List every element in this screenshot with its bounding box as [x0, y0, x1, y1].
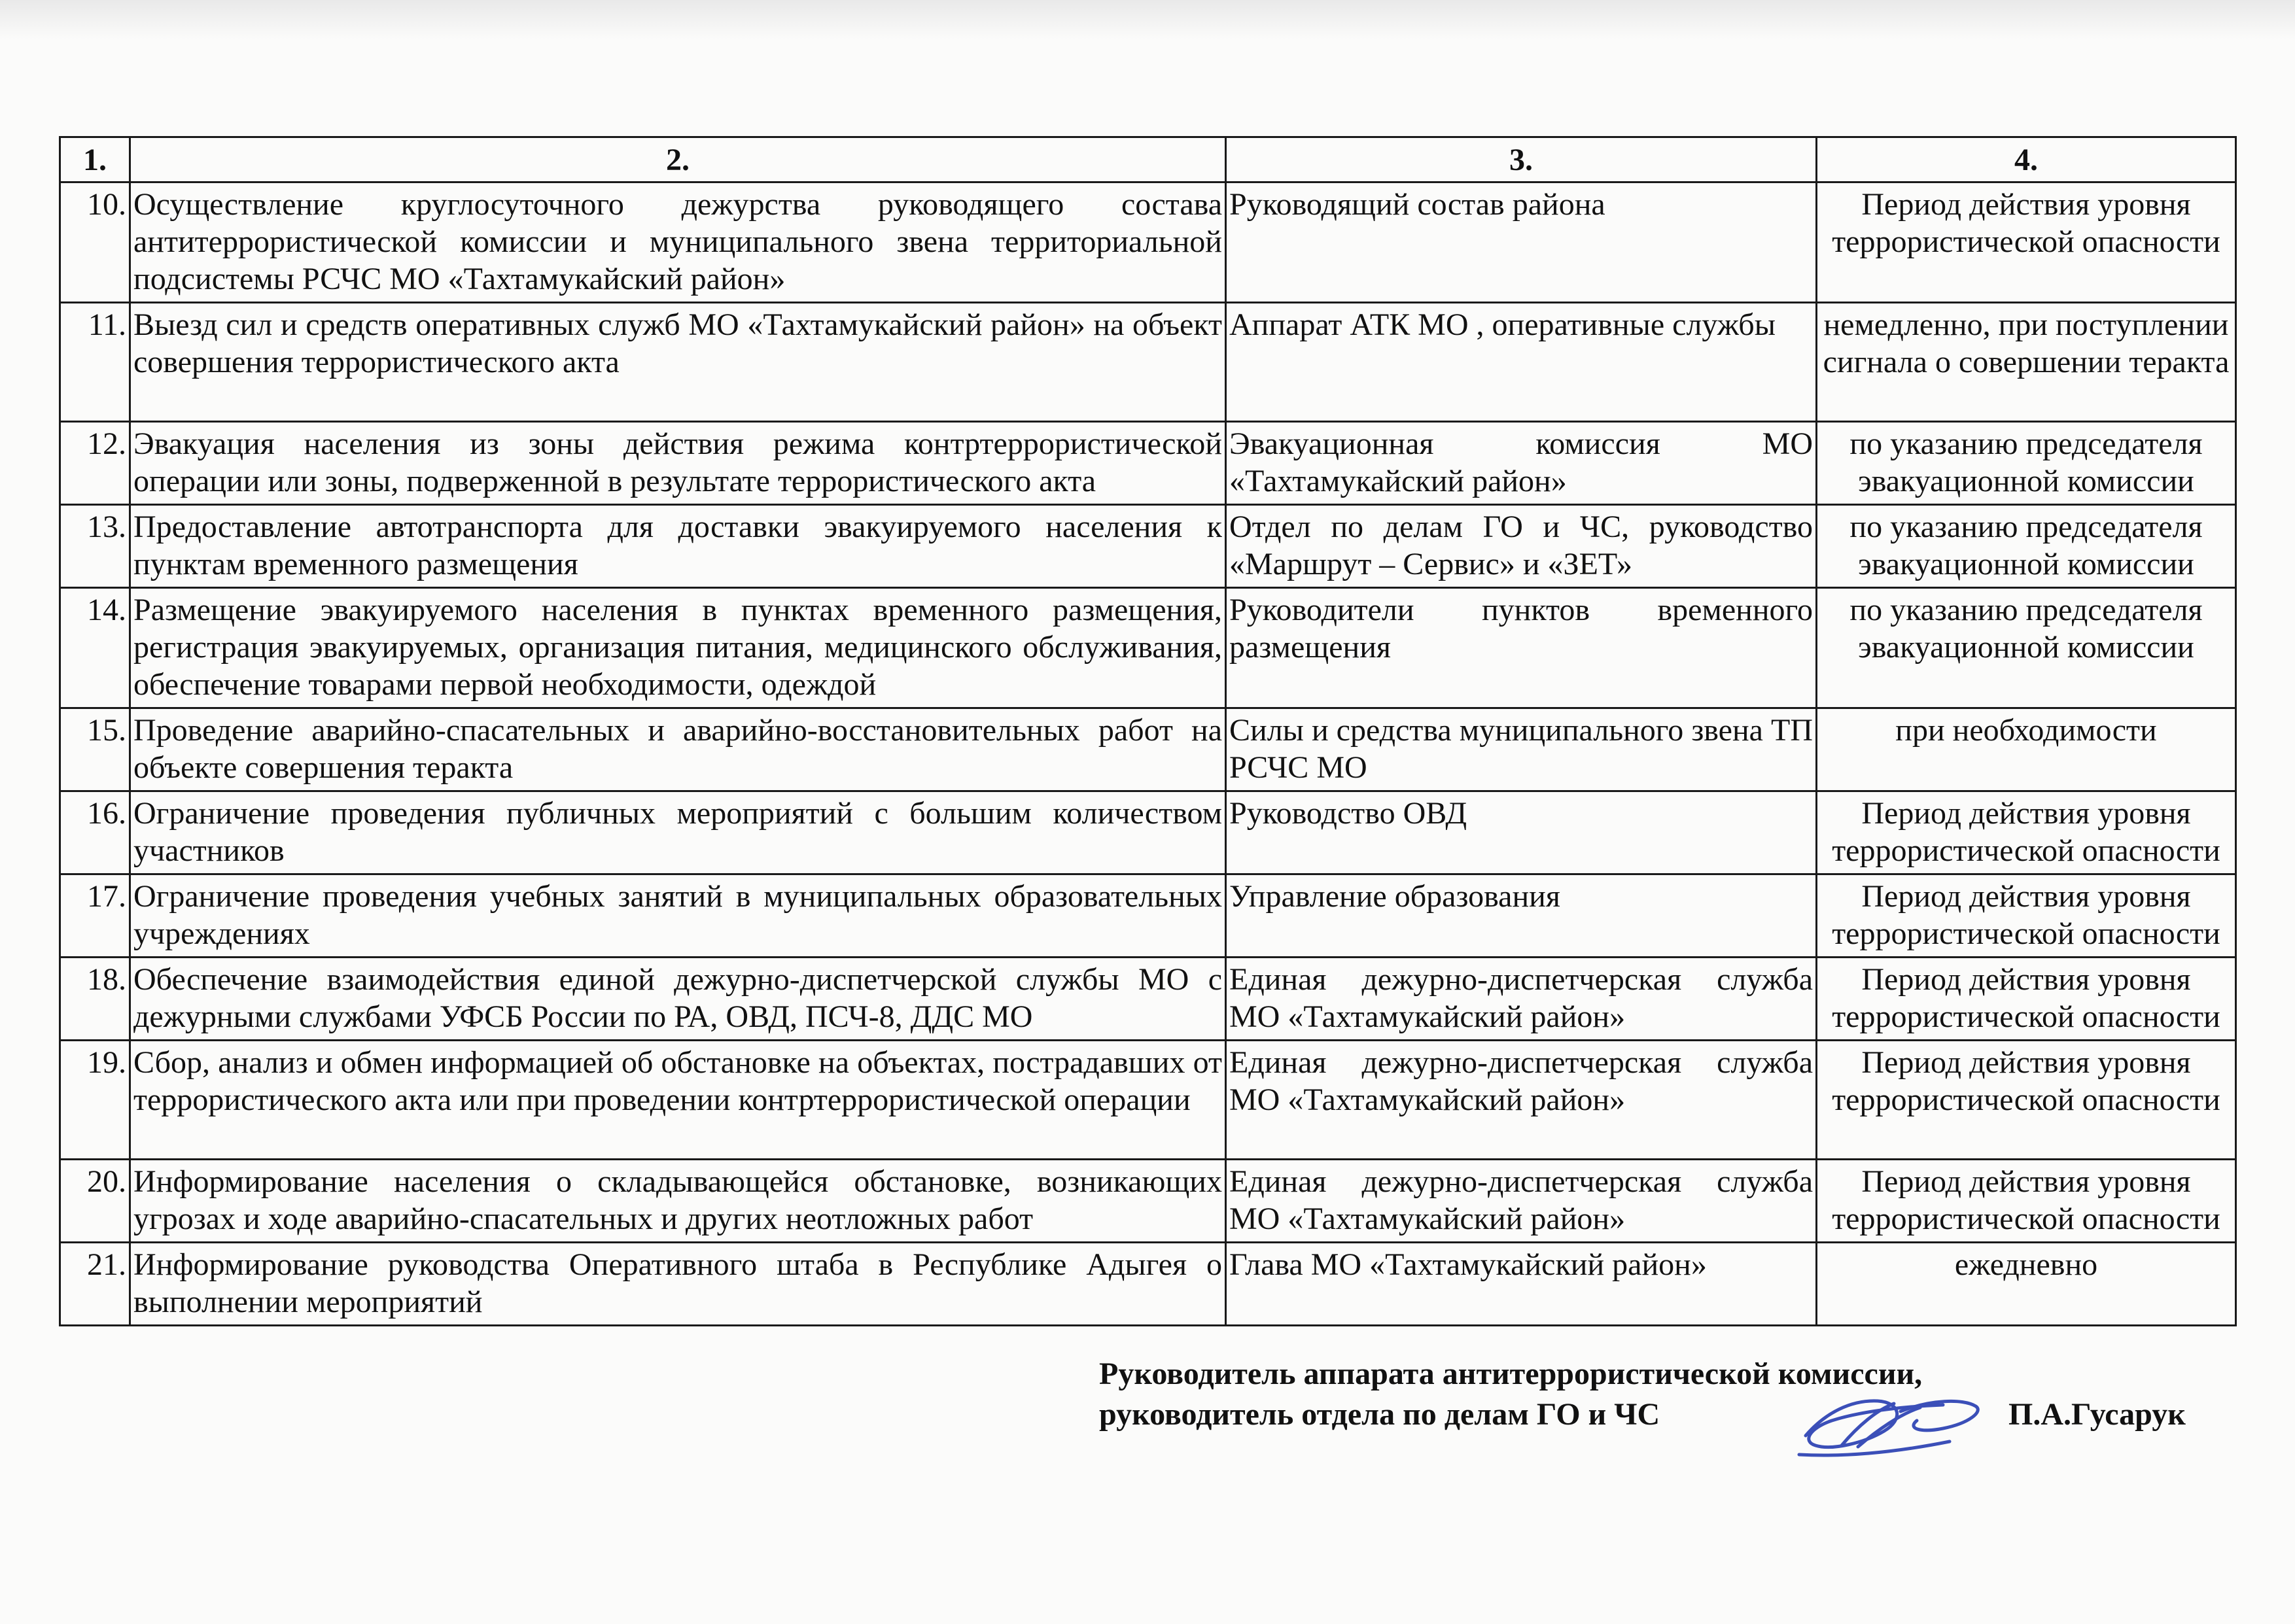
table-row — [60, 303, 2236, 422]
row-number: 15. — [60, 708, 130, 791]
row-number: 19. — [60, 1041, 130, 1160]
responsible-text: Руководство ОВД — [1226, 791, 1817, 874]
header-col-2: 2. — [130, 137, 1226, 182]
term-text: Период действия уровня террористической опасности — [1817, 1160, 2236, 1243]
responsible-text: Отдел по делам ГО и ЧС, руководство «Маршрут – Сервис» и «ЗЕТ» — [1226, 505, 1817, 588]
responsible-text: Аппарат АТК МО , оперативные службы — [1226, 303, 1817, 422]
measure-text: Осуществление круглосуточного дежурства руководящего состава антитеррористической комиссии и муниципального звена территориальной подсистемы РСЧС МО «Тахтамукайский район» — [130, 182, 1226, 303]
responsible-text: Единая дежурно-диспетчерская служба МО «Тахтамукайский район» — [1226, 1041, 1817, 1160]
measure-text: Сбор, анализ и обмен информацией об обстановке на объектах, пострадавших от террористического акта или при проведении контртеррористической операции — [130, 1041, 1226, 1160]
row-number: 16. — [60, 791, 130, 874]
row-number: 21. — [60, 1243, 130, 1326]
measure-text: Обеспечение взаимодействия единой дежурно-диспетчерской службы МО с дежурными службами УФСБ России по РА, ОВД, ПСЧ-8, ДДС МО — [130, 958, 1226, 1041]
row-number: 18. — [60, 958, 130, 1041]
term-text: Период действия уровня террористической опасности — [1817, 874, 2236, 958]
table-row — [60, 1160, 2236, 1243]
header-col-3: 3. — [1226, 137, 1817, 182]
row-number: 11. — [60, 303, 130, 422]
header-col-1: 1. — [60, 137, 130, 182]
measure-text: Эвакуация населения из зоны действия режима контртеррористической операции или зоны, подверженной в результате террористического акта — [130, 422, 1226, 505]
term-text: при необходимости — [1817, 708, 2236, 791]
measure-text: Информирование населения о складывающейся обстановке, возникающих угрозах и ходе аварийно-спасательных и других неотложных работ — [130, 1160, 1226, 1243]
scan-shadow — [0, 0, 2295, 39]
row-number: 12. — [60, 422, 130, 505]
responsible-text: Глава МО «Тахтамукайский район» — [1226, 1243, 1817, 1326]
table-row — [60, 588, 2236, 708]
responsible-text: Эвакуационная комиссия МО «Тахтамукайский район» — [1226, 422, 1817, 505]
term-text: немедленно, при поступлении сигнала о совершении теракта — [1817, 303, 2236, 422]
table-row — [60, 958, 2236, 1041]
signatory-position-line-1: Руководитель аппарата антитеррористической комиссии, — [1099, 1356, 1923, 1391]
responsible-text: Силы и средства муниципального звена ТП РСЧС МО — [1226, 708, 1817, 791]
responsible-text: Единая дежурно-диспетчерская служба МО «Тахтамукайский район» — [1226, 1160, 1817, 1243]
table-header-row — [60, 137, 2236, 182]
row-number: 20. — [60, 1160, 130, 1243]
term-text: Период действия уровня террористической опасности — [1817, 182, 2236, 303]
table-row — [60, 1243, 2236, 1326]
table-row — [60, 791, 2236, 874]
measure-text: Информирование руководства Оперативного штаба в Республике Адыгея о выполнении мероприятий — [130, 1243, 1226, 1326]
term-text: по указанию председателя эвакуационной комиссии — [1817, 505, 2236, 588]
responsible-text: Управление образования — [1226, 874, 1817, 958]
measure-text: Ограничение проведения учебных занятий в муниципальных образовательных учреждениях — [130, 874, 1226, 958]
row-number: 13. — [60, 505, 130, 588]
term-text: Период действия уровня террористической опасности — [1817, 958, 2236, 1041]
responsible-text: Руководящий состав района — [1226, 182, 1817, 303]
table-row — [60, 708, 2236, 791]
table-row — [60, 182, 2236, 303]
measures-table — [59, 136, 2237, 1326]
table-row — [60, 874, 2236, 958]
table-row — [60, 1041, 2236, 1160]
row-number: 17. — [60, 874, 130, 958]
responsible-text: Руководители пунктов временного размещения — [1226, 588, 1817, 708]
measure-text: Предоставление автотранспорта для доставки эвакуируемого населения к пунктам временного размещения — [130, 505, 1226, 588]
header-col-4: 4. — [1817, 137, 2236, 182]
responsible-text: Единая дежурно-диспетчерская служба МО «Тахтамукайский район» — [1226, 958, 1817, 1041]
measure-text: Проведение аварийно-спасательных и аварийно-восстановительных работ на объекте совершения теракта — [130, 708, 1226, 791]
signatory-position-line-2: руководитель отдела по делам ГО и ЧС — [1099, 1397, 1660, 1432]
signatory-name: П.А.Гусарук — [2008, 1397, 2186, 1432]
table-row — [60, 422, 2236, 505]
measure-text: Ограничение проведения публичных мероприятий с большим количеством участников — [130, 791, 1226, 874]
row-number: 14. — [60, 588, 130, 708]
term-text: Период действия уровня террористической опасности — [1817, 1041, 2236, 1160]
table-row — [60, 505, 2236, 588]
term-text: Период действия уровня террористической опасности — [1817, 791, 2236, 874]
term-text: ежедневно — [1817, 1243, 2236, 1326]
term-text: по указанию председателя эвакуационной комиссии — [1817, 588, 2236, 708]
measure-text: Выезд сил и средств оперативных служб МО «Тахтамукайский район» на объект совершения террористического акта — [130, 303, 1226, 422]
measure-text: Размещение эвакуируемого населения в пунктах временного размещения, регистрация эвакуируемых, организация питания, медицинского обслуживания, обеспечение товарами первой необходимости, одеждой — [130, 588, 1226, 708]
handwritten-signature — [1779, 1373, 1995, 1465]
row-number: 10. — [60, 182, 130, 303]
term-text: по указанию председателя эвакуационной комиссии — [1817, 422, 2236, 505]
